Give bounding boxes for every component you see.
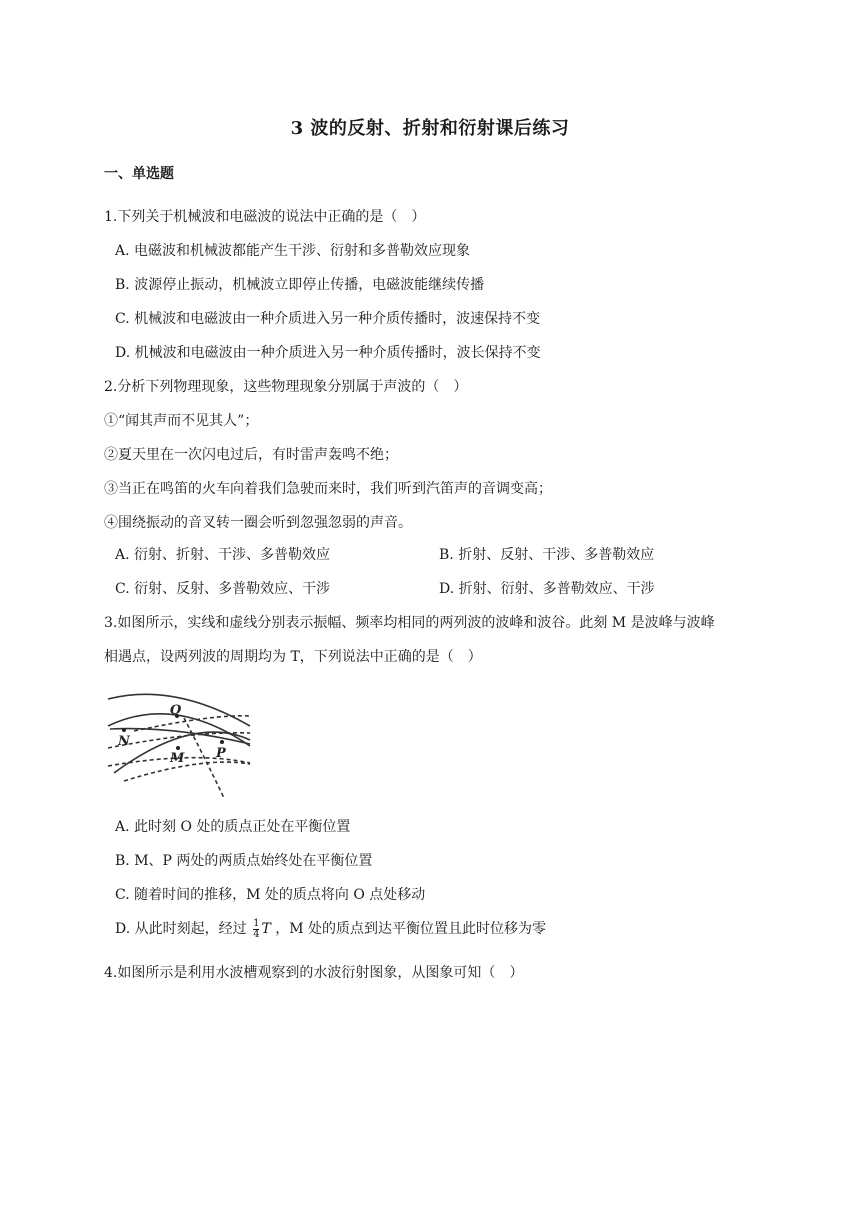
question-2-item-4: ④围绕振动的音叉转一圈会听到忽强忽弱的声音。 — [104, 515, 412, 531]
point-n-dot — [122, 728, 126, 732]
question-2-item-1: ①“闻其声而不见其人”； — [104, 413, 259, 429]
label-p: P — [216, 746, 226, 761]
point-p-dot — [220, 740, 224, 744]
question-2-option-b: B. 折射、反射、干涉、多普勒效应 — [439, 547, 655, 563]
question-3-option-d-prefix: D. 从此时刻起，经过 — [115, 921, 247, 937]
question-1-option-d: D. 机械波和电磁波由一种介质进入另一种介质传播时，波长保持不变 — [115, 345, 541, 361]
question-1-option-a: A. 电磁波和机械波都能产生干涉、衍射和多普勒效应现象 — [115, 243, 471, 259]
question-1-option-b: B. 波源停止振动，机械波立即停止传播，电磁波能继续传播 — [115, 277, 485, 293]
page-title: 3 波的反射、折射和衍射课后练习 — [290, 118, 570, 139]
question-2-option-a: A. 衍射、折射、干涉、多普勒效应 — [115, 547, 331, 563]
question-1-stem: 1.下列关于机械波和电磁波的说法中正确的是（ ） — [104, 209, 426, 225]
question-3-option-d-suffix: ，M 处的质点到达平衡位置且此时位移为零 — [275, 921, 547, 937]
label-n: N — [118, 734, 130, 749]
question-2-item-2: ②夏天里在一次闪电过后，有时雷声轰鸣不绝； — [104, 447, 398, 463]
question-2-item-3: ③当正在鸣笛的火车向着我们急驶而来时，我们听到汽笛声的音调变高； — [104, 481, 552, 497]
question-3-option-b: B. M、P 两处的两质点始终处在平衡位置 — [115, 853, 373, 869]
wave-interference-figure — [104, 686, 254, 801]
label-o: O — [170, 703, 182, 718]
question-1-option-c: C. 机械波和电磁波由一种介质进入另一种介质传播时，波速保持不变 — [115, 311, 541, 327]
question-3-option-c: C. 随着时间的推移，M 处的质点将向 O 点处移动 — [115, 887, 426, 903]
question-2-option-c: C. 衍射、反射、多普勒效应、干涉 — [115, 581, 331, 597]
trough-line-4 — [124, 762, 250, 781]
label-m: M — [170, 751, 185, 766]
question-3-stem-line-2: 相遇点，设两列波的周期均为 T，下列说法中正确的是（ ） — [104, 649, 482, 665]
question-4-stem: 4.如图所示是利用水波槽观察到的水波衍射图象，从图象可知（ ） — [104, 965, 524, 981]
section-heading: 一、单选题 — [104, 166, 174, 182]
question-2-option-d: D. 折射、衍射、多普勒效应、干涉 — [439, 581, 655, 597]
one-quarter-fraction — [253, 919, 259, 940]
fraction-numerator: 1 — [253, 917, 260, 929]
fraction-denominator: 4 — [253, 928, 260, 940]
point-m-dot — [176, 746, 180, 750]
period-variable: T — [261, 921, 271, 937]
question-2-stem: 2.分析下列物理现象，这些物理现象分别属于声波的（ ） — [104, 379, 468, 395]
question-3-stem-line-1: 3.如图所示，实线和虚线分别表示振幅、频率均相同的两列波的波峰和波谷。此刻 M 是波峰与波峰 — [104, 615, 715, 631]
question-3-option-a: A. 此时刻 O 处的质点正处在平衡位置 — [115, 819, 351, 835]
question-3-option-d — [115, 918, 546, 940]
